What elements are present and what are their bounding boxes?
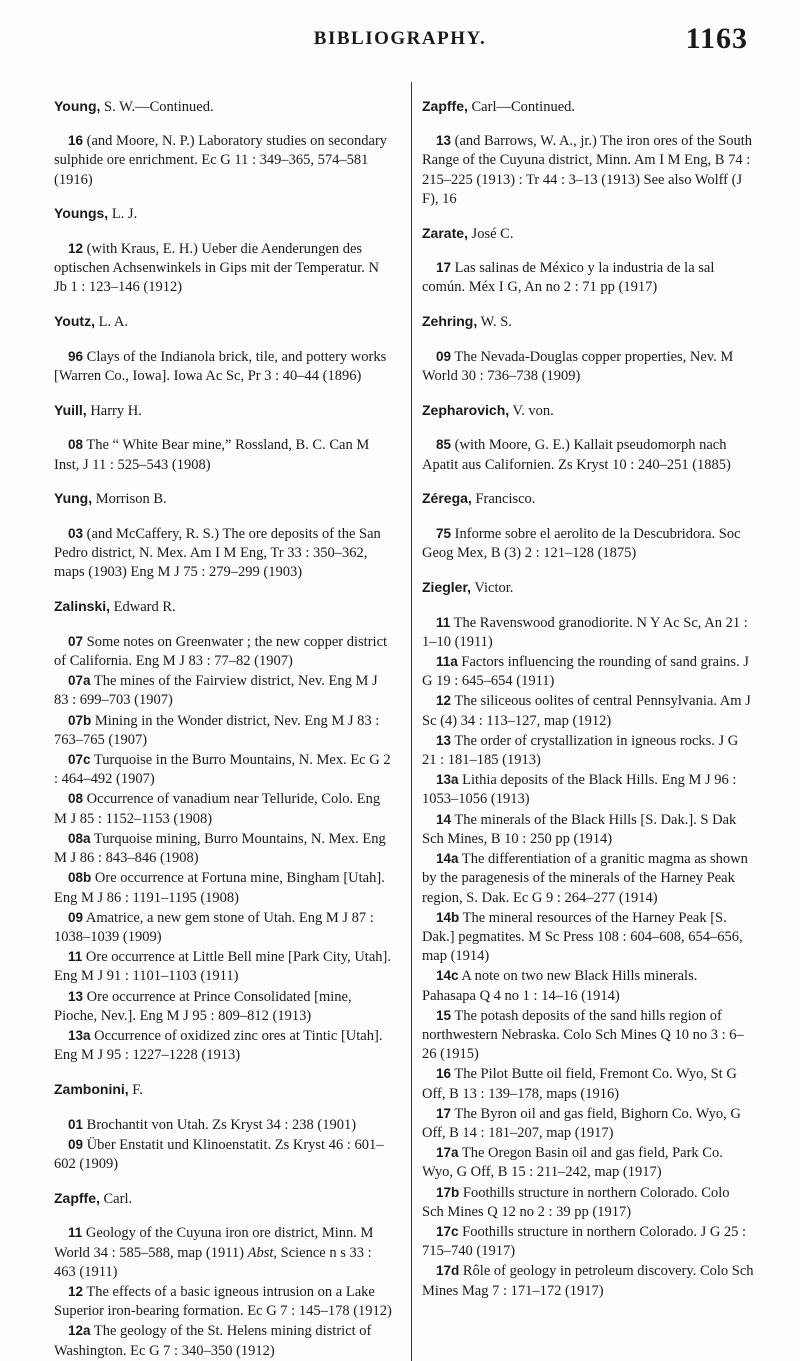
entry-number: 12 bbox=[68, 1283, 84, 1299]
bibliography-entry bbox=[422, 966, 754, 1005]
bibliography-entry bbox=[54, 131, 394, 190]
author-name: Yuill, bbox=[54, 401, 87, 418]
entry-number: 17a bbox=[436, 1145, 459, 1161]
entry-number: 14a bbox=[436, 851, 459, 867]
entry-text: The potash deposits of the sand hills region of northwestern Nebraska. Colo Sch Mines Q 10 no 3 : 6–26 (1915) bbox=[422, 1007, 744, 1063]
author-initials: Victor. bbox=[471, 579, 514, 596]
entry-text: The Ravenswood granodiorite. N Y Ac Sc, An 21 : 1–10 (1911) bbox=[422, 614, 748, 650]
author-heading bbox=[422, 578, 754, 598]
entry-text: Über Enstatit und Klinoenstatit. Zs Kryst 46 : 601–602 (1909) bbox=[54, 1136, 384, 1172]
entry-number: 17 bbox=[436, 1105, 452, 1121]
author-name: Zapffe, bbox=[422, 97, 468, 114]
entry-text: The effects of a basic igneous intrusion on a Lake Superior iron-bearing formation. Ec G 7 : 145–178 (1912) bbox=[54, 1283, 392, 1320]
entry-text: (and Moore, N. P.) Laboratory studies on secondary sulphide ore enrichment. Ec G 11 : 349–365, 574–581 (1916) bbox=[54, 133, 388, 188]
entry-number: 13 bbox=[436, 732, 452, 748]
bibliography-entry bbox=[54, 524, 394, 583]
entry-number: 01 bbox=[68, 1116, 84, 1132]
entry-text: The Pilot Butte oil field, Fremont Co. Wyo, St G Off, B 13 : 139–178, maps (1916) bbox=[422, 1066, 737, 1102]
entry-number: 16 bbox=[68, 133, 84, 149]
bibliography-entry bbox=[54, 868, 394, 907]
bibliography-entry bbox=[54, 1321, 394, 1360]
author-initials: Harry H. bbox=[86, 402, 142, 419]
entry-text: Occurrence of vanadium near Telluride, Colo. Eng M J 85 : 1152–1153 (1908) bbox=[54, 791, 381, 827]
author-name: Zepharovich, bbox=[422, 401, 510, 418]
author-heading bbox=[54, 401, 394, 421]
bibliography-entry bbox=[54, 435, 394, 474]
author-name: Zehring, bbox=[422, 313, 478, 330]
bibliography-entry bbox=[422, 1222, 754, 1261]
bibliography-entry bbox=[54, 1223, 394, 1282]
entry-number: 11 bbox=[68, 1225, 83, 1241]
running-title: BIBLIOGRAPHY. bbox=[313, 28, 487, 49]
bibliography-entry bbox=[422, 770, 754, 809]
entry-text: (with Kraus, E. H.) Ueber die Aenderungen des optischen Achsenwinkels in Gips mit der Temperatur. N Jb 1 : 123–146 (1912) bbox=[54, 241, 379, 296]
entry-number: 08a bbox=[68, 830, 91, 846]
bibliography-entry bbox=[422, 1104, 754, 1143]
author-heading bbox=[422, 312, 754, 332]
bibliography-entry bbox=[422, 1261, 754, 1300]
entry-text: Rôle of geology in petroleum discovery. Colo Sch Mines Mag 7 : 171–172 (1917) bbox=[422, 1263, 754, 1299]
author-heading bbox=[54, 312, 394, 332]
bibliography-entry bbox=[422, 652, 754, 691]
entry-text: Amatrice, a new gem stone of Utah. Eng M J 87 : 1038–1039 (1909) bbox=[54, 909, 374, 945]
entry-text: Geology of the Cuyuna iron ore district, Minn. M World 34 : 585–588, map (1911) bbox=[54, 1225, 374, 1261]
entry-number: 85 bbox=[436, 437, 452, 453]
bibliography-entry bbox=[422, 131, 754, 209]
entry-number: 13a bbox=[68, 1027, 91, 1043]
bibliography-entry bbox=[422, 1143, 754, 1182]
entry-number: 96 bbox=[68, 348, 84, 364]
bibliography-entry bbox=[54, 1026, 394, 1065]
author-name: Yung, bbox=[54, 490, 93, 507]
bibliography-entry bbox=[422, 1064, 754, 1103]
author-name: Zalinski, bbox=[54, 598, 111, 615]
entry-number: 14c bbox=[436, 968, 459, 984]
entry-text: Las salinas de México y la industria de la sal común. Méx I G, An no 2 : 71 pp (1917) bbox=[422, 260, 715, 296]
entry-text: Foothills structure in northern Colorado. Colo Sch Mines Q 12 no 2 : 39 pp (1917) bbox=[422, 1184, 730, 1220]
bibliography-entry bbox=[422, 1183, 754, 1222]
author-name: Zapffe, bbox=[54, 1189, 100, 1206]
entry-text: Turquoise in the Burro Mountains, N. Mex. Ec G 2 : 464–492 (1907) bbox=[54, 752, 391, 788]
author-name: Youngs, bbox=[54, 205, 109, 222]
author-initials: F. bbox=[128, 1081, 143, 1098]
bibliography-entry bbox=[54, 908, 394, 947]
bibliography-entry bbox=[422, 347, 754, 386]
entry-text: Ore occurrence at Prince Consolidated [mine, Pioche, Nev.]. Eng M J 95 : 809–812 (1913) bbox=[54, 988, 352, 1024]
bibliography-entry bbox=[422, 524, 754, 563]
author-initials: Carl. bbox=[99, 1190, 133, 1207]
entry-text: Ore occurrence at Little Bell mine [Park City, Utah]. Eng M J 91 : 1101–1103 (1911) bbox=[54, 949, 391, 985]
entry-number: 09 bbox=[68, 1136, 84, 1152]
bibliography-entry bbox=[54, 829, 394, 868]
entry-number: 17 bbox=[436, 260, 452, 276]
bibliography-entry bbox=[54, 1115, 394, 1135]
entry-text: The order of crystallization in igneous rocks. J G 21 : 181–185 (1913) bbox=[422, 732, 739, 769]
entry-text: Factors influencing the rounding of sand grains. J G 19 : 645–654 (1911) bbox=[422, 654, 749, 690]
entry-number: 17b bbox=[436, 1184, 460, 1200]
entry-text: The Byron oil and gas field, Bighorn Co. Wyo, G Off, B 14 : 181–207, map (1917) bbox=[422, 1105, 741, 1141]
entry-number: 08b bbox=[68, 870, 92, 886]
entry-text: The “ White Bear mine,” Rossland, B. C. Can M Inst, J 11 : 525–543 (1908) bbox=[54, 437, 370, 473]
entry-number: 13 bbox=[68, 988, 84, 1004]
author-initials: S. W.—Continued. bbox=[100, 98, 214, 115]
entry-number: 12a bbox=[68, 1323, 91, 1339]
author-heading bbox=[422, 224, 754, 244]
author-initials: V. von. bbox=[509, 402, 554, 419]
author-heading bbox=[54, 597, 394, 617]
bibliography-entry bbox=[54, 947, 394, 986]
entry-text: The Oregon Basin oil and gas field, Park Co. Wyo, G Off, B 15 : 211–242, map (1917) bbox=[422, 1145, 723, 1181]
author-heading bbox=[422, 401, 754, 421]
bibliography-entry bbox=[422, 258, 754, 297]
entry-text: (with Moore, G. E.) Kallait pseudomorph nach Apatit aus Californien. Zs Kryst 10 : 240–251 (1885) bbox=[422, 437, 731, 473]
entry-text: Brochantit von Utah. Zs Kryst 34 : 238 (1901) bbox=[83, 1116, 357, 1133]
entry-number: 14 bbox=[436, 811, 452, 827]
entry-text: The geology of the St. Helens mining district of Washington. Ec G 7 : 340–350 (1912) bbox=[54, 1323, 372, 1359]
entry-text: (and McCaffery, R. S.) The ore deposits of the San Pedro district, N. Mex. Am I M Eng, Tr 33 : 350–362, maps (1903) Eng M J 75 : 279–299 (1903) bbox=[54, 526, 381, 581]
bibliography-entry bbox=[54, 671, 394, 710]
author-initials: W. S. bbox=[477, 314, 512, 331]
bibliography-entry bbox=[54, 750, 394, 789]
entry-text: The siliceous oolites of central Pennsylvania. Am J Sc (4) 34 : 113–127, map (1912) bbox=[422, 693, 751, 729]
entry-number: 15 bbox=[436, 1007, 452, 1023]
entry-text: Ore occurrence at Fortuna mine, Bingham [Utah]. Eng M J 86 : 1191–1195 (1908) bbox=[54, 870, 385, 906]
author-name: Young, bbox=[54, 97, 101, 114]
entry-text: Clays of the Indianola brick, tile, and pottery works [Warren Co., Iowa]. Iowa Ac Sc, Pr 3 : 40–44 (1896) bbox=[54, 348, 387, 385]
right-column bbox=[411, 82, 754, 1361]
page-number: 1163 bbox=[685, 22, 748, 55]
entry-number: 11a bbox=[436, 654, 458, 670]
author-heading bbox=[54, 1080, 394, 1100]
entry-italic: Abst, bbox=[247, 1244, 278, 1261]
entry-text: Lithia deposits of the Black Hills. Eng M J 96 : 1053–1056 (1913) bbox=[422, 772, 737, 808]
bibliography-entry bbox=[54, 987, 394, 1026]
entry-text: Occurrence of oxidized zinc ores at Tintic [Utah]. Eng M J 95 : 1227–1228 (1913) bbox=[54, 1027, 383, 1064]
entry-number: 16 bbox=[436, 1066, 452, 1082]
author-heading bbox=[422, 97, 754, 117]
bibliography-entry bbox=[54, 632, 394, 671]
entry-number: 11 bbox=[68, 949, 83, 965]
entry-text: The Nevada-Douglas copper properties, Nev. M World 30 : 736–738 (1909) bbox=[422, 348, 734, 385]
entry-text: Informe sobre el aerolito de la Descubridora. Soc Geog Mex, B (3) 2 : 121–128 (1875) bbox=[422, 526, 741, 562]
entry-text: Foothills structure in northern Colorado. J G 25 : 715–740 (1917) bbox=[422, 1223, 747, 1260]
author-heading bbox=[422, 489, 754, 509]
entry-tail: Science n s 33 : 463 (1911) bbox=[54, 1244, 372, 1280]
entry-number: 07c bbox=[68, 752, 91, 768]
author-initials: L. A. bbox=[94, 314, 128, 331]
entry-number: 75 bbox=[436, 526, 452, 542]
entry-number: 07 bbox=[68, 633, 84, 649]
entry-number: 17d bbox=[436, 1263, 460, 1279]
entry-number: 12 bbox=[436, 693, 452, 709]
bibliography-entry bbox=[422, 849, 754, 908]
bibliography-entry bbox=[422, 691, 754, 730]
entry-number: 08 bbox=[68, 791, 84, 807]
entry-text: The mines of the Fairview district, Nev. Eng M J 83 : 699–703 (1907) bbox=[54, 673, 378, 709]
author-name: Ziegler, bbox=[422, 578, 472, 595]
two-column-body bbox=[54, 82, 754, 1361]
author-heading bbox=[54, 97, 394, 117]
entry-number: 17c bbox=[436, 1223, 459, 1239]
entry-number: 14b bbox=[436, 909, 460, 925]
entry-number: 11 bbox=[436, 614, 451, 630]
left-column bbox=[54, 82, 394, 1361]
entry-number: 12 bbox=[68, 241, 84, 257]
bibliography-entry bbox=[422, 908, 754, 967]
bibliography-entry bbox=[422, 1006, 754, 1065]
author-name: Zérega, bbox=[422, 490, 472, 507]
author-initials: Carl—Continued. bbox=[467, 98, 576, 115]
bibliography-entry bbox=[422, 810, 754, 849]
bibliography-entry bbox=[54, 347, 394, 386]
entry-text: Mining in the Wonder district, Nev. Eng M J 83 : 763–765 (1907) bbox=[54, 712, 380, 748]
entry-text: Turquoise mining, Burro Mountains, N. Mex. Eng M J 86 : 843–846 (1908) bbox=[54, 830, 386, 867]
entry-number: 08 bbox=[68, 437, 84, 453]
entry-text: (and Barrows, W. A., jr.) The iron ores of the South Range of the Cuyuna district, Minn. Am I M Eng, B 74 : 215–225 (1913) : Tr 44 : 3–13 (1913) See also Wolff (J F), 16 bbox=[422, 133, 753, 207]
bibliography-entry bbox=[422, 731, 754, 770]
page-header bbox=[0, 22, 800, 68]
entry-number: 13 bbox=[436, 133, 452, 149]
entry-text: The minerals of the Black Hills [S. Dak.]. S Dak Sch Mines, B 10 : 250 pp (1914) bbox=[422, 811, 737, 847]
author-name: Zarate, bbox=[422, 224, 468, 241]
bibliography-entry bbox=[54, 789, 394, 828]
entry-text: A note on two new Black Hills minerals. Pahasapa Q 4 no 1 : 14–16 (1914) bbox=[422, 968, 698, 1004]
bibliography-entry bbox=[54, 239, 394, 298]
author-initials: L. J. bbox=[108, 206, 138, 223]
author-initials: José C. bbox=[467, 225, 514, 242]
bibliography-entry bbox=[54, 1282, 394, 1321]
author-initials: Edward R. bbox=[110, 599, 176, 616]
entry-text: The mineral resources of the Harney Peak [S. Dak.] pegmatites. M Sc Press 108 : 604–608, 654–656, map (1914) bbox=[422, 909, 743, 965]
bibliography-entry bbox=[422, 435, 754, 474]
bibliography-entry bbox=[422, 613, 754, 652]
entry-text: Some notes on Greenwater ; the new copper district of California. Eng M J 83 : 77–82 (1907) bbox=[54, 633, 388, 670]
entry-number: 03 bbox=[68, 526, 84, 542]
author-name: Zambonini, bbox=[54, 1080, 129, 1097]
author-heading bbox=[54, 204, 394, 224]
entry-number: 09 bbox=[436, 348, 452, 364]
entry-number: 09 bbox=[68, 909, 84, 925]
author-initials: Morrison B. bbox=[92, 491, 167, 508]
entry-number: 07b bbox=[68, 712, 92, 728]
bibliography-entry bbox=[54, 711, 394, 750]
author-name: Youtz, bbox=[54, 313, 95, 330]
author-initials: Francisco. bbox=[471, 491, 536, 508]
bibliography-entry bbox=[54, 1135, 394, 1174]
entry-number: 07a bbox=[68, 673, 91, 689]
entry-text: The differentiation of a granitic magma as shown by the paragenesis of the minerals of the Harney Peak region, S. Dak. Ec G 9 : 264–277 (1914) bbox=[422, 851, 748, 906]
author-heading bbox=[54, 1189, 394, 1209]
entry-number: 13a bbox=[436, 772, 459, 788]
author-heading bbox=[54, 489, 394, 509]
